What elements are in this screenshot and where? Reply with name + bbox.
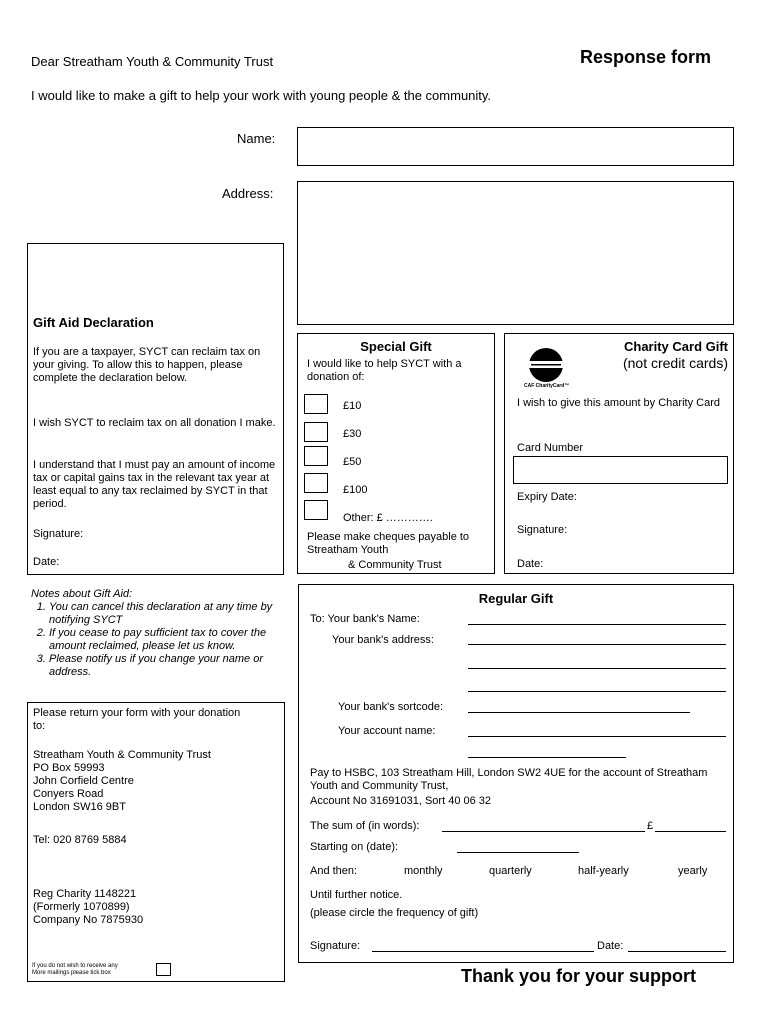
regular-gift-date-label: Date:: [597, 940, 624, 952]
return-intro: Please return your form with your donation to:: [33, 707, 241, 732]
bank-name-label: To: Your bank's Name:: [310, 613, 420, 625]
address-line: London SW16 9BT: [33, 801, 126, 813]
currency-symbol: £: [647, 820, 654, 832]
mailing-optout-line: If you do not wish to receive any: [32, 963, 118, 969]
amount-other-label: Other: £ ………….: [343, 512, 433, 524]
expiry-date-label: Expiry Date:: [517, 491, 577, 503]
address-field[interactable]: [297, 181, 734, 325]
gift-aid-p2: I wish SYCT to reclaim tax on all donation I make.: [33, 417, 276, 429]
until-notice-text: Until further notice.: [310, 889, 403, 901]
charity-card-title: Charity Card Gift: [623, 339, 728, 354]
charity-line: Reg Charity 1148221: [33, 888, 137, 900]
address-line: Streatham Youth & Community Trust: [33, 749, 211, 761]
note-item: 3. Please notify us if you change your name or address.: [49, 653, 285, 679]
special-gift-box: [297, 333, 495, 574]
address-line: Conyers Road: [33, 788, 104, 800]
amount-100-checkbox[interactable]: [304, 473, 328, 493]
mailing-optout-line: More mailings please tick box: [32, 970, 111, 976]
salutation: Dear Streatham Youth & Community Trust: [31, 54, 274, 69]
address-line: PO Box 59993: [33, 762, 105, 774]
starting-date-line[interactable]: [457, 852, 579, 853]
bank-address-line-1[interactable]: [468, 644, 726, 645]
frequency-monthly[interactable]: monthly: [404, 865, 443, 877]
mailing-optout-text: [32, 963, 118, 977]
mailing-optout-checkbox[interactable]: [156, 963, 171, 976]
sortcode-label: Your bank's sortcode:: [338, 701, 444, 713]
regular-gift-title: Regular Gift: [478, 591, 554, 606]
gift-aid-signature-label: Signature:: [33, 528, 84, 540]
charity-card-subtitle: (not credit cards): [622, 355, 728, 371]
amount-10-checkbox[interactable]: [304, 394, 328, 414]
sortcode-line[interactable]: [468, 712, 690, 713]
address-label: Address:: [222, 186, 274, 201]
charity-card-signature-label: Signature:: [517, 524, 568, 536]
regular-gift-signature-line[interactable]: [372, 951, 594, 952]
return-info-box: [27, 702, 285, 982]
account-name-label: Your account name:: [338, 725, 436, 737]
gift-aid-p1: If you are a taxpayer, SYCT can reclaim tax on your giving. To allow this to happen, please complete the declaration below.: [33, 346, 261, 384]
cheque-note: Please make cheques payable to Streatham Youth: [307, 531, 470, 556]
cheque-note-2: & Community Trust: [348, 559, 442, 571]
amount-30-checkbox[interactable]: [304, 422, 328, 442]
return-tel: Tel: 020 8769 5884: [33, 834, 127, 846]
gift-aid-notes: [31, 588, 285, 679]
amount-other-checkbox[interactable]: [304, 500, 328, 520]
intro-text: I would like to make a gift to help your work with young people & the community.: [31, 88, 492, 103]
sum-label: The sum of (in words):: [310, 820, 420, 832]
amount-30-label: £30: [343, 428, 362, 440]
gift-aid-p3: I understand that I must pay an amount of income tax or capital gains tax in the relevant tax year at least equal to any tax reclaimed by SYCT in that period.: [33, 459, 276, 510]
account-name-line[interactable]: [468, 736, 726, 737]
bank-address-line-3[interactable]: [468, 691, 726, 692]
address-line: John Corfield Centre: [33, 775, 134, 787]
bank-address-label: Your bank's address:: [332, 634, 434, 646]
frequency-yearly[interactable]: yearly: [678, 865, 708, 877]
frequency-half-yearly[interactable]: half-yearly: [578, 865, 629, 877]
caf-charitycard-logo: [523, 343, 569, 389]
regular-gift-signature-label: Signature:: [310, 940, 361, 952]
card-number-field[interactable]: [513, 456, 728, 484]
sum-words-line[interactable]: [442, 831, 645, 832]
gift-aid-declaration: [27, 243, 284, 575]
name-label: Name:: [237, 131, 276, 146]
amount-10-label: £10: [343, 400, 362, 412]
card-number-label: Card Number: [517, 442, 584, 454]
charity-card-date-label: Date:: [517, 558, 544, 570]
notes-title: Notes about Gift Aid:: [31, 588, 133, 600]
gift-aid-date-label: Date:: [33, 556, 60, 568]
note-item: 2. If you cease to pay sufficient tax to cover the amount reclaimed, please let us know.: [49, 627, 285, 653]
thank-you-text: Thank you for your support: [461, 966, 697, 986]
circle-frequency-note: (please circle the frequency of gift): [310, 907, 479, 919]
note-item: 1. You can cancel this declaration at any time by notifying SYCT: [49, 601, 285, 627]
caf-logo-text: CAF CharityCard™: [524, 383, 569, 389]
form-title: Response form: [580, 47, 712, 67]
account-number-text: Account No 31691031, Sort 40 06 32: [310, 795, 492, 807]
special-gift-intro: I would like to help SYCT with a donation of:: [307, 358, 462, 383]
charity-card-box: [504, 333, 734, 574]
regular-gift-box: [298, 584, 734, 963]
account-name-line-2[interactable]: [468, 757, 626, 758]
name-field[interactable]: [297, 127, 734, 166]
pay-to-text: Pay to HSBC, 103 Streatham Hill, London SW2 4UE for the account of Streatham Youth and Community Trust,: [310, 767, 708, 792]
charity-card-wish: I wish to give this amount by Charity Card: [517, 397, 720, 409]
regular-gift-date-line[interactable]: [628, 951, 726, 952]
starting-label: Starting on (date):: [310, 841, 399, 853]
amount-100-label: £100: [343, 484, 368, 496]
charity-registration: [33, 888, 143, 927]
special-gift-title: Special Gift: [360, 339, 432, 354]
bank-name-line[interactable]: [468, 624, 726, 625]
return-address: [33, 749, 211, 814]
frequency-quarterly[interactable]: quarterly: [489, 865, 532, 877]
amount-50-label: £50: [343, 456, 362, 468]
charity-line: (Formerly 1070899): [33, 901, 130, 913]
bank-address-line-2[interactable]: [468, 668, 726, 669]
charity-line: Company No 7875930: [33, 914, 144, 926]
and-then-label: And then:: [310, 865, 358, 877]
sum-amount-line[interactable]: [655, 831, 726, 832]
amount-50-checkbox[interactable]: [304, 446, 328, 466]
gift-aid-title: Gift Aid Declaration: [33, 315, 154, 330]
